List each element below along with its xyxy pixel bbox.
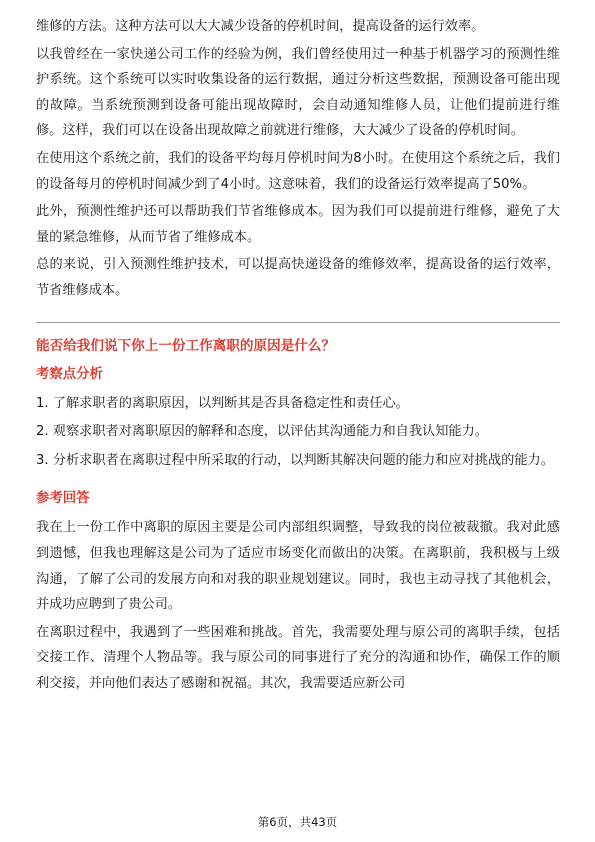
list-item: 1. 了解求职者的离职原因，以判断其是否具备稳定性和责任心。	[36, 395, 409, 411]
answer-paragraph: 在离职过程中，我遇到了一些困难和挑战。首先，我需要处理与原公司的离职手续，包括交接工作、清理个人物品等。我与原公司的同事进行了充分的沟通和协作，确保工作的顺利交接，并向他们表达了感谢和祝福。其次，我需要适应新公司	[36, 624, 560, 691]
section-divider	[36, 322, 560, 323]
focus-analysis-heading: 考察点分析	[36, 366, 103, 382]
body-paragraph: 总的来说，引入预测性维护技术，可以提高快递设备的维修效率，提高设备的运行效率，节省维修成本。	[36, 257, 560, 298]
reference-answer-heading: 参考回答	[36, 491, 90, 507]
page-number-footer: 第6页，共43页	[257, 815, 338, 829]
list-item: 2. 观察求职者对离职原因的解释和态度，以评估其沟通能力和自我认知能力。	[36, 424, 488, 440]
focus-points-list	[36, 391, 560, 474]
body-paragraph: 维修的方法。这种方法可以大大减少设备的停机时间，提高设备的运行效率。	[36, 19, 485, 34]
answer-paragraph: 我在上一份工作中离职的原因主要是公司内部组织调整，导致我的岗位被裁撤。我对此感到遗憾，但我也理解这是公司为了适应市场变化而做出的决策。在离职前，我积极与上级沟通，了解了公司的发展方向和对我的职业规划建议。同时，我也主动寻找了其他机会，并成功应聘到了贵公司。	[36, 520, 560, 613]
list-item: 3. 分析求职者在离职过程中所采取的行动，以判断其解决问题的能力和应对挑战的能力。	[36, 452, 554, 468]
document-page	[36, 14, 560, 698]
body-paragraph: 在使用这个系统之前，我们的设备平均每月停机时间为8小时。在使用这个系统之后，我们的设备每月的停机时间减少到了4小时。这意味着，我们的设备运行效率提高了50%。	[36, 150, 560, 192]
body-paragraph: 以我曾经在一家快递公司工作的经验为例，我们曾经使用过一种基于机器学习的预测性维护系统。这个系统可以实时收集设备的运行数据，通过分析这些数据，预测设备可能出现的故障。当系统预测到设备可能出现故障时，会自动通知维修人员，让他们提前进行维修。这样，我们可以在设备出现故障之前就进行维修，大大减少了设备的停机时间。	[36, 46, 560, 139]
body-paragraph: 此外，预测性维护还可以帮助我们节省维修成本。因为我们可以提前进行维修，避免了大量的紧急维修，从而节省了维修成本。	[36, 204, 560, 245]
interview-question: 能否给我们说下你上一份工作离职的原因是什么？	[36, 337, 336, 354]
